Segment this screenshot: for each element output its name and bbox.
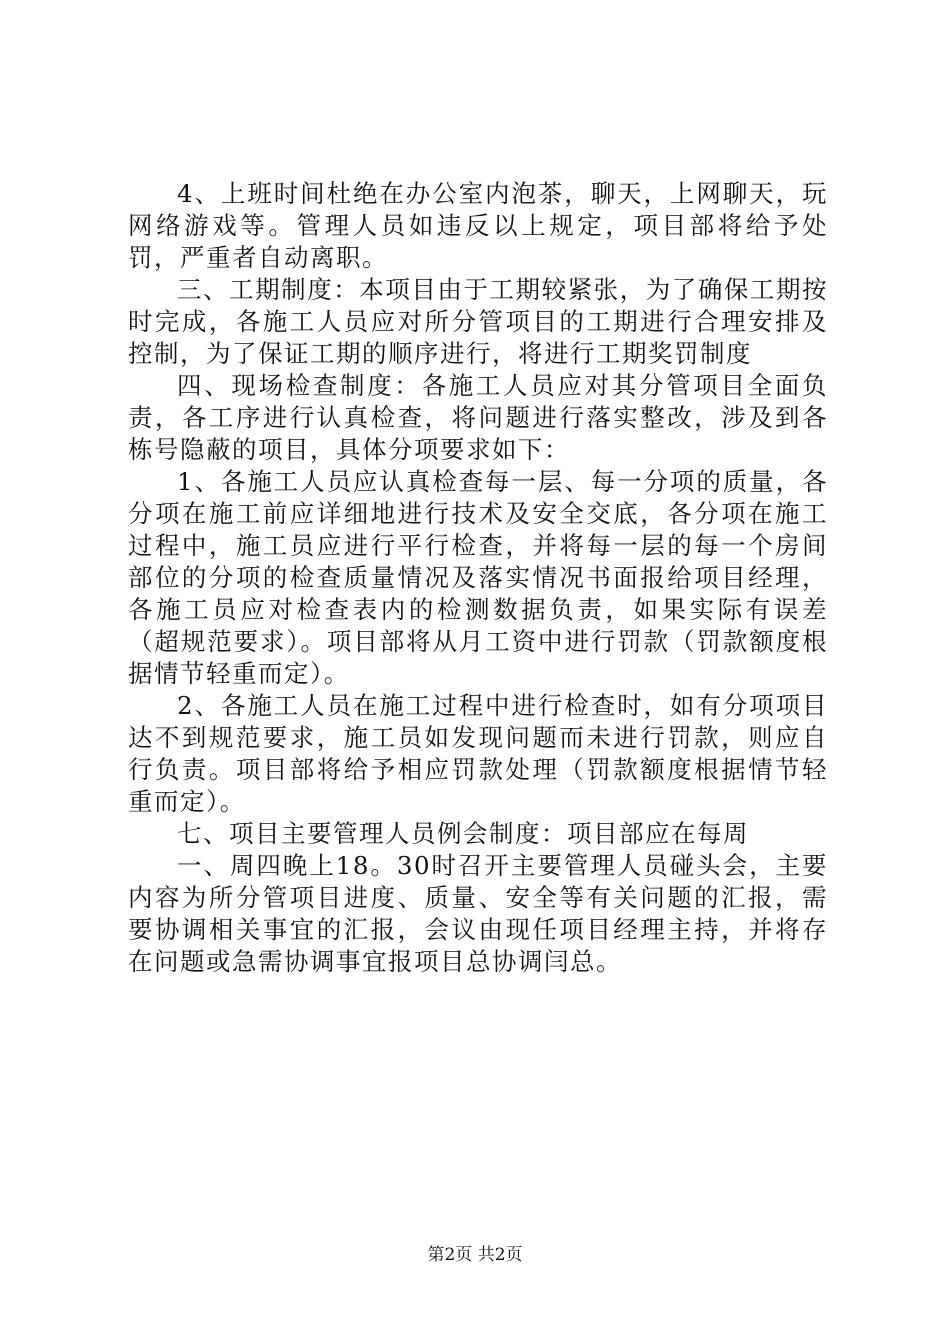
paragraph-schedule-system: 三、工期制度：本项目由于工期较紧张，为了确保工期按时完成，各施工人员应对所分管项目的工期进行合理安排及控制，为了保证工期的顺序进行，将进行工期奖罚制度: [128, 275, 828, 368]
page-number-footer: 第2页 共2页: [427, 1245, 523, 1265]
document-body: [128, 178, 828, 978]
paragraph-meeting-details: 一、周四晚上18。30时召开主要管理人员碰头会，主要内容为所分管项目进度、质量、安全等有关问题的汇报，需要协调相关事宜的汇报，会议由现任项目经理主持，并将存在问题或急需协调事宜报项目总协调闫总。: [128, 851, 828, 976]
paragraph-meeting-system: 七、项目主要管理人员例会制度：项目部应在每周: [177, 819, 749, 848]
paragraph-inspection-item-1: 1、各施工人员应认真检查每一层、每一分项的质量，各分项在施工前应详细地进行技术及安全交底，各分项在施工过程中，施工员应进行平行检查，并将每一层的每一个房间部位的分项的检查质量情况及落实情况书面报给项目经理，各施工员应对检查表内的检测数据负责，如果实际有误差（超规范要求）。项目部将从月工资中进行罚款（罚款额度根据情节轻重而定）。: [128, 467, 828, 688]
paragraph-inspection-item-2: 2、各施工人员在施工过程中进行检查时，如有分项项目达不到规范要求，施工员如发现问题而未进行罚款，则应自行负责。项目部将给予相应罚款处理（罚款额度根据情节轻重而定）。: [128, 691, 828, 816]
paragraph-site-inspection-system: 四、现场检查制度：各施工人员应对其分管项目全面负责，各工序进行认真检查，将问题进行落实整改，涉及到各栋号隐蔽的项目，具体分项要求如下：: [128, 371, 828, 464]
paragraph-rule-4: 4、上班时间杜绝在办公室内泡茶，聊天，上网聊天，玩网络游戏等。管理人员如违反以上规定，项目部将给予处罚，严重者自动离职。: [128, 179, 828, 272]
